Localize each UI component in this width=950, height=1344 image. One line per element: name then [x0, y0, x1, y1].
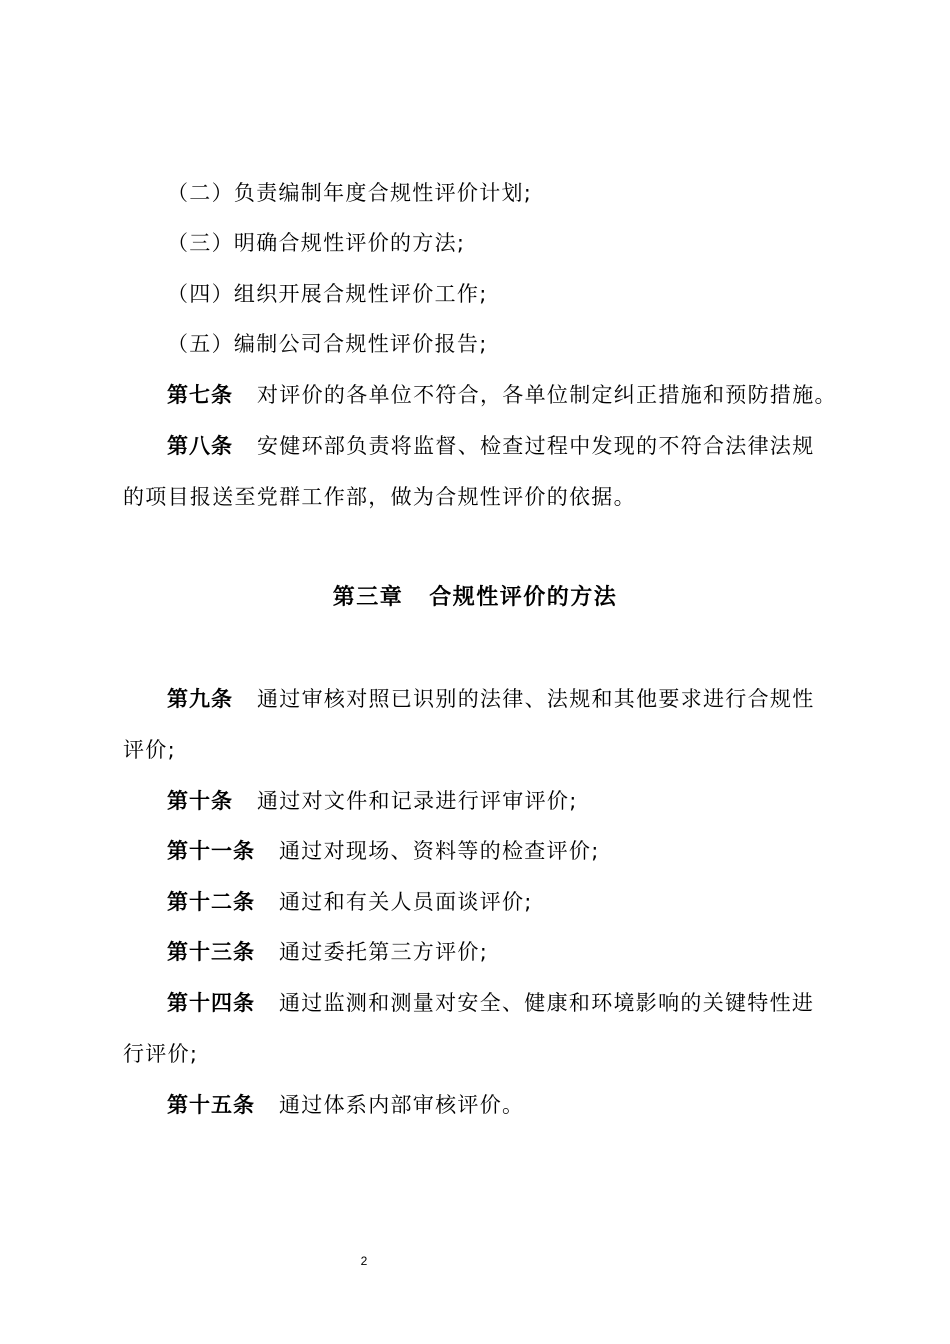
list-item-4: （四）组织开展合规性评价工作; — [167, 282, 488, 306]
article-text: 通过监测和测量对安全、健康和环境影响的关键特性进 — [279, 991, 815, 1015]
article-13 — [167, 940, 488, 964]
article-text: 对评价的各单位不符合，各单位制定纠正措施和预防措施。 — [257, 383, 837, 407]
page-number: 2 — [360, 1254, 368, 1268]
article-12 — [167, 890, 533, 914]
article-9 — [167, 687, 815, 711]
list-item-2: （二）负责编制年度合规性评价计划; — [167, 181, 533, 205]
article-text: 通过和有关人员面谈评价; — [279, 890, 533, 914]
article-label: 第十三条 — [167, 940, 255, 964]
chapter-heading — [0, 586, 950, 610]
article-9-continuation: 评价; — [123, 738, 176, 762]
article-label: 第十二条 — [167, 890, 255, 914]
article-11 — [167, 839, 600, 863]
article-text: 通过体系内部审核评价。 — [279, 1093, 525, 1117]
chapter-title: 合规性评价的方法 — [429, 585, 618, 610]
article-label: 第十五条 — [167, 1093, 255, 1117]
article-label: 第十一条 — [167, 839, 255, 863]
article-label: 第十条 — [167, 789, 233, 813]
article-14 — [167, 991, 814, 1015]
article-label: 第七条 — [167, 383, 233, 407]
article-text: 通过委托第三方评价; — [279, 940, 489, 964]
article-8 — [167, 434, 815, 458]
article-7 — [167, 383, 837, 407]
article-8-continuation: 的项目报送至党群工作部，做为合规性评价的依据。 — [123, 485, 636, 509]
article-label: 第八条 — [167, 434, 233, 458]
article-14-continuation: 行评价; — [123, 1042, 199, 1066]
article-label: 第十四条 — [167, 991, 255, 1015]
article-text: 通过审核对照已识别的法律、法规和其他要求进行合规性 — [257, 687, 815, 711]
article-text: 通过对现场、资料等的检查评价; — [279, 839, 600, 863]
list-item-3: （三）明确合规性评价的方法; — [167, 231, 466, 255]
chapter-label: 第三章 — [332, 585, 404, 610]
article-10 — [167, 789, 578, 813]
article-text: 安健环部负责将监督、检查过程中发现的不符合法律法规 — [257, 434, 815, 458]
article-15 — [167, 1093, 524, 1117]
article-text: 通过对文件和记录进行评审评价; — [257, 789, 578, 813]
list-item-5: （五）编制公司合规性评价报告; — [167, 332, 488, 356]
article-label: 第九条 — [167, 687, 233, 711]
